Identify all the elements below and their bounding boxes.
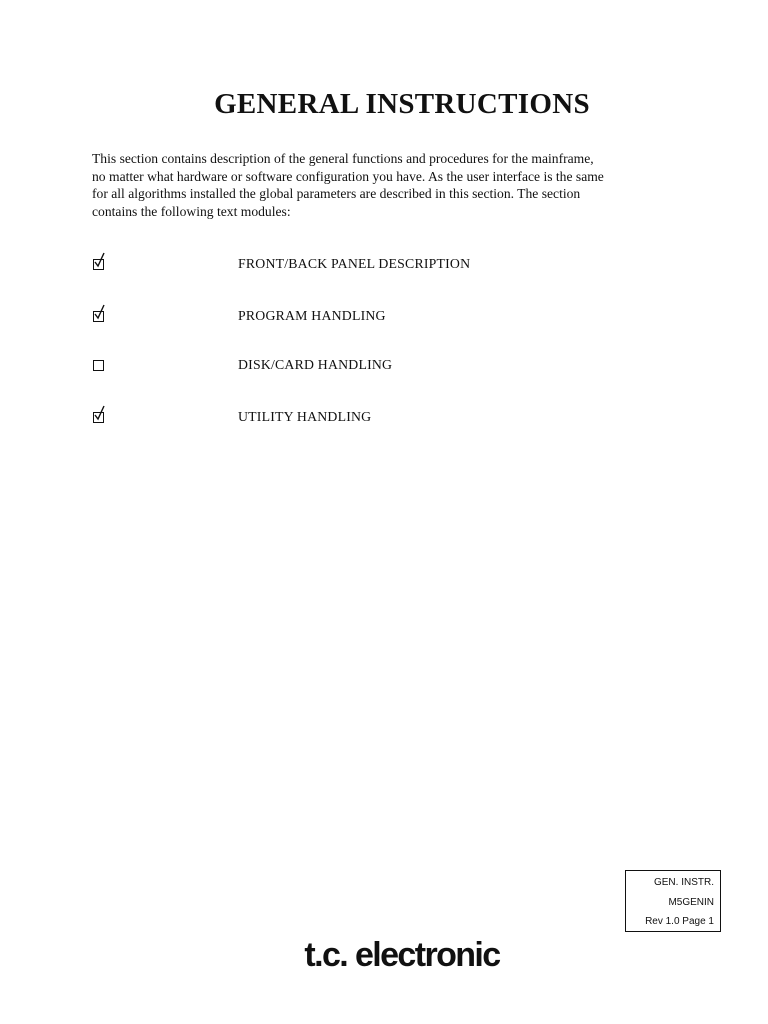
- intro-line: for all algorithms installed the global parameters are described in this section. The section: [92, 186, 581, 202]
- intro-line: This section contains description of the general functions and procedures for the mainframe,: [92, 151, 594, 166]
- module-label: DISK/CARD HANDLING: [238, 357, 393, 372]
- intro-line: no matter what hardware or software configuration you have. As the user interface is the same: [92, 168, 604, 184]
- page-title: GENERAL INSTRUCTIONS: [214, 88, 590, 120]
- revision-page: Rev 1.0 Page 1: [645, 916, 714, 927]
- document-code: M5GENIN: [668, 897, 714, 908]
- module-label: FRONT/BACK PANEL DESCRIPTION: [238, 256, 471, 271]
- section-code: GEN. INSTR.: [653, 877, 714, 888]
- brand-logo: t.c. electronic: [304, 936, 500, 974]
- checkmark-icon: [92, 304, 106, 320]
- module-label: PROGRAM HANDLING: [238, 308, 386, 323]
- module-item-program-handling: [92, 305, 652, 325]
- intro-paragraph: [92, 150, 692, 220]
- checkmark-icon: [92, 405, 106, 421]
- module-item-utility-handling: [92, 406, 652, 426]
- document-reference-box: [625, 870, 721, 932]
- module-item-disk-card-handling: [92, 354, 652, 374]
- module-label: UTILITY HANDLING: [238, 409, 372, 424]
- module-item-front-back-panel: [92, 253, 652, 273]
- intro-line: contains the following text modules:: [92, 203, 291, 219]
- checkbox-icon: [93, 360, 104, 371]
- checkmark-icon: [92, 252, 106, 268]
